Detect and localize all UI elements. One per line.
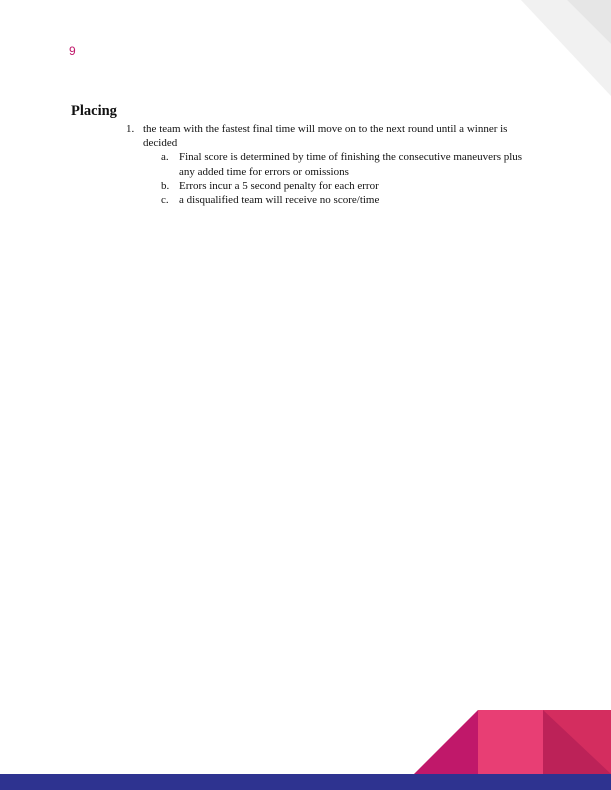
sub-list-marker: c. — [161, 194, 169, 207]
sub-list-marker: b. — [161, 179, 170, 192]
sub-list-item-text: a disqualified team will receive no score/time — [179, 194, 380, 207]
sub-list-marker: a. — [161, 151, 169, 164]
sub-list-item-text: Errors incur a 5 second penalty for each error — [179, 179, 379, 192]
list-item-text: the team with the fastest final time will move on to the next round until a winner is decided — [143, 123, 508, 150]
footer-bar — [0, 774, 611, 790]
list-marker: 1. — [126, 123, 135, 135]
page-number: 9 — [69, 44, 76, 58]
section-heading: Placing — [71, 103, 117, 119]
sub-list-item-text: Final score is determined by time of finishing the consecutive maneuvers plus any added time for errors or omissions — [179, 151, 523, 178]
